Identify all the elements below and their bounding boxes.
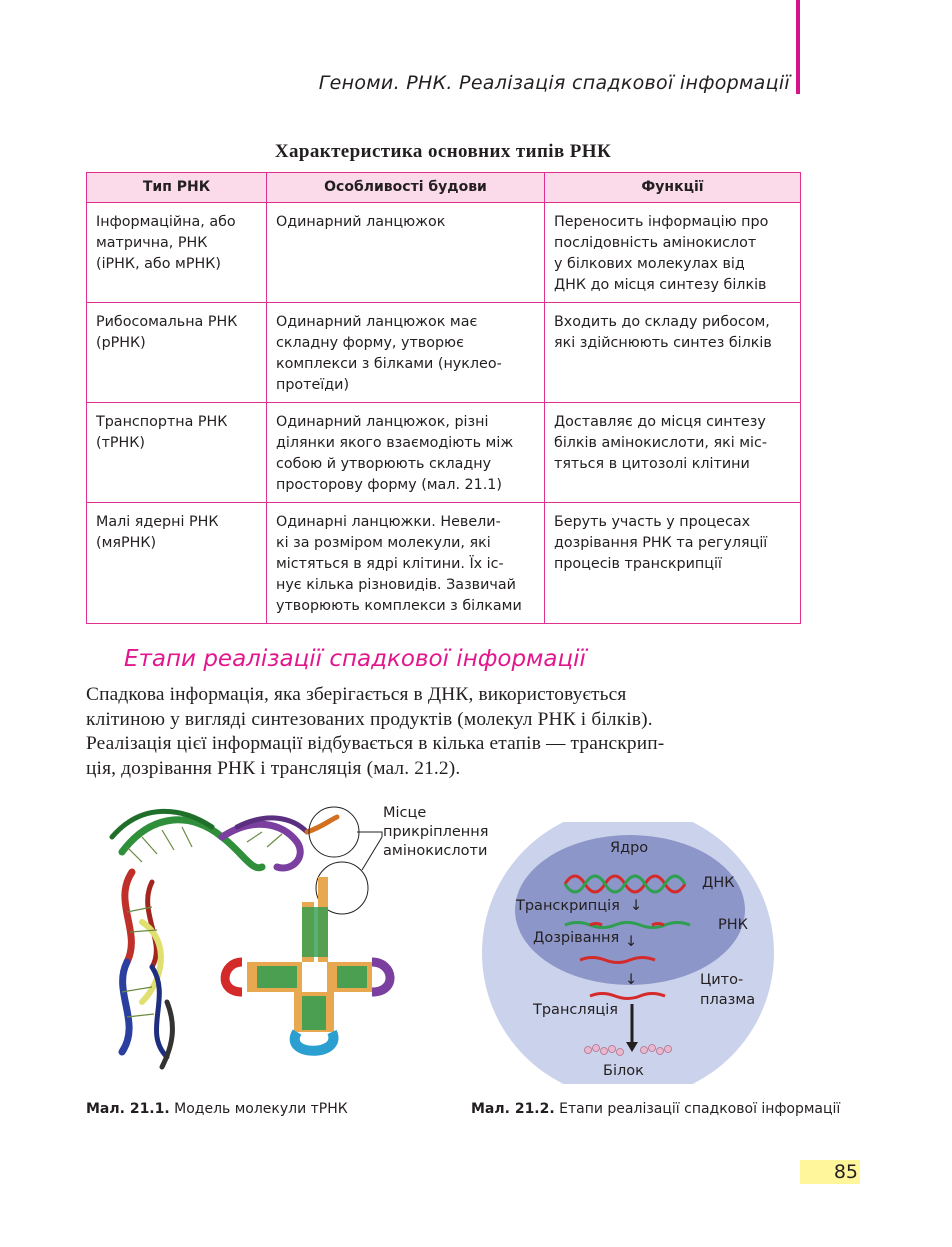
- table-row: [87, 403, 801, 503]
- table-cell: Одинарний ланцюжок: [267, 203, 545, 303]
- column-header-functions: Функції: [545, 173, 801, 203]
- arrow-down-icon: ↓: [625, 934, 638, 950]
- trna-model-figure: [82, 792, 502, 1082]
- label-place: Місце: [383, 805, 427, 821]
- figure2-caption: [471, 1101, 840, 1117]
- running-header: Геноми. РНК. Реалізація спадкової інформації: [318, 72, 790, 94]
- figure1-caption-number: Мал. 21.1.: [86, 1101, 170, 1117]
- figure2-caption-text: Етапи реалізації спадкової інформації: [554, 1101, 841, 1117]
- arrow-down-icon: ↓: [625, 972, 638, 988]
- table-row: [87, 503, 801, 624]
- label-dna: ДНК: [702, 875, 735, 891]
- figure2-caption-number: Мал. 21.2.: [471, 1101, 555, 1117]
- arrow-down-icon: ↓: [630, 898, 643, 914]
- label-transcription: Транскрипція: [516, 898, 620, 914]
- label-translation: Трансляція: [533, 1002, 619, 1018]
- table-cell: Доставляє до місця синтезу білків амінокислоти, які міс- тяться в цитозолі клітини: [545, 403, 801, 503]
- gene-expression-figure: [480, 822, 780, 1084]
- page-number: 85: [800, 1160, 860, 1184]
- body-paragraph: Спадкова інформація, яка зберігається в ДНК, використовується клітиною у вигляді синтезованих продуктів (молекул РНК і білків). Реалізація цієї інформації відбувається в кілька етапів — транскрип- ція, дозрівання РНК і трансляція (мал. 21.2).: [86, 684, 665, 779]
- label-protein: Білок: [603, 1063, 644, 1079]
- chapter-marker-bar: [796, 0, 800, 94]
- column-header-structure: Особливості будови: [267, 173, 545, 203]
- column-header-type: Тип РНК: [87, 173, 267, 203]
- label-maturation: Дозрівання: [533, 930, 620, 946]
- table-cell: Малі ядерні РНК (мяРНК): [87, 503, 267, 624]
- table-cell: Інформаційна, або матрична, РНК (іРНК, або мРНК): [87, 203, 267, 303]
- label-nucleus: Ядро: [610, 840, 649, 856]
- table-title: Характеристика основних типів РНК: [274, 141, 612, 162]
- label-leader-line: [362, 837, 382, 870]
- section-heading: Етапи реалізації спадкової інформації: [124, 646, 586, 672]
- label-leader-line: [357, 832, 382, 837]
- table-row: [87, 203, 801, 303]
- label-cytoplasm-1: Цито-: [700, 972, 744, 988]
- label-amino-acid: амінокислоти: [383, 843, 488, 859]
- table-cell: Транспортна РНК (тРНК): [87, 403, 267, 503]
- rna-types-table: [86, 172, 801, 624]
- label-cytoplasm-2: плазма: [700, 992, 756, 1008]
- trna-cloverleaf-diagram: [225, 877, 390, 1051]
- table-cell: Одинарний ланцюжок має складну форму, утворює комплекси з білками (нуклео- протеїди): [267, 303, 545, 403]
- table-row: [87, 303, 801, 403]
- figure1-caption-text: Модель молекули тРНК: [169, 1101, 348, 1117]
- table-cell: Рибосомальна РНК (рРНК): [87, 303, 267, 403]
- table-header-row: [87, 173, 801, 203]
- label-rna: РНК: [718, 917, 748, 933]
- table-cell: Одинарний ланцюжок, різні ділянки якого взаємодіють між собою й утворюють складну просторову форму (мал. 21.1): [267, 403, 545, 503]
- attachment-circle-3d: [309, 807, 359, 857]
- label-attachment: прикріплення: [383, 824, 489, 840]
- figure1-caption: [86, 1101, 348, 1117]
- table-cell: Беруть участь у процесах дозрівання РНК та регуляції процесів транскрипції: [545, 503, 801, 624]
- table-cell: Переносить інформацію про послідовність амінокислот у білкових молекулах від ДНК до місця синтезу білків: [545, 203, 801, 303]
- table-cell: Одинарні ланцюжки. Невели- кі за розміром молекули, які містяться в ядрі клітини. Їх іс- нує кілька різновидів. Зазвичай утворюють комплекси з білками: [267, 503, 545, 624]
- table-cell: Входить до складу рибосом, які здійснюють синтез білків: [545, 303, 801, 403]
